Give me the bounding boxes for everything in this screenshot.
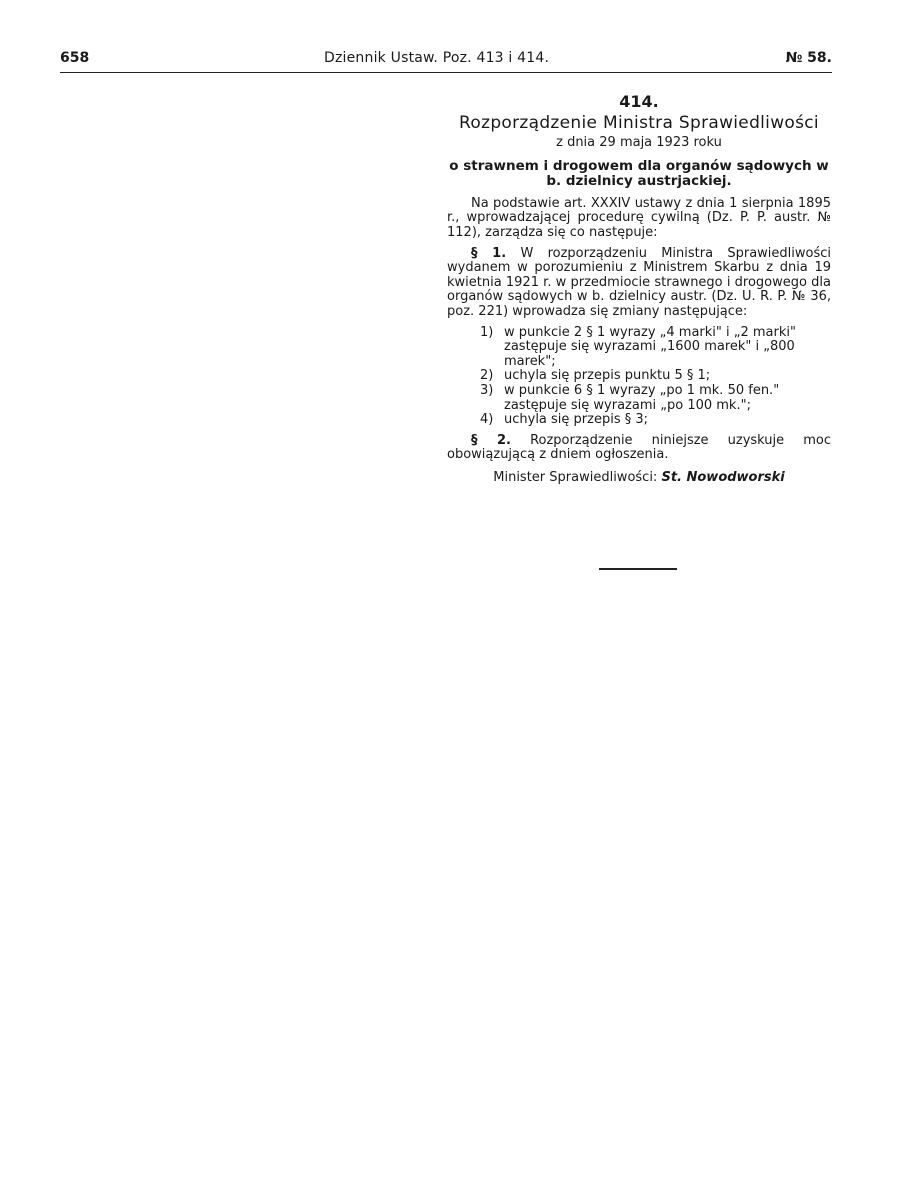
act-title: Rozporządzenie Ministra Sprawiedliwości: [459, 112, 819, 133]
act-subject: o strawnem i drogowem dla organów sądowych w b. dzielnicy austrjackiej.: [449, 157, 829, 189]
list-item-mark: 1): [480, 324, 494, 340]
act-date: z dnia 29 maja 1923 roku: [556, 135, 722, 151]
page-header: [60, 50, 832, 72]
list-item: [447, 326, 831, 370]
signature-name: St. Nowodworski: [661, 469, 785, 485]
act-column: [447, 92, 831, 485]
signature: [447, 471, 831, 486]
act-number: 414.: [619, 92, 659, 111]
signature-role: Minister Sprawiedliwości:: [493, 469, 658, 485]
journal-title: Dziennik Ustaw. Poz. 413 i 414.: [324, 50, 550, 66]
section-1-text: W rozporządzeniu Ministra Sprawiedliwości wydanem w porozumieniu z Ministrem Skarbu z dnia 19 kwietnia 1921 r. w przedmiocie strawnego i drogowego dla organów sądowych w b. dzielnicy austr. (Dz. U. R. P. № 36, poz. 221) wprowadza się zmiany następujące:: [447, 245, 831, 319]
end-rule: [599, 568, 677, 570]
section-1-label: § 1.: [471, 245, 507, 261]
preamble: Na podstawie art. XXXIV ustawy z dnia 1 sierpnia 1895 r., wprowadzającej procedurę cywilną (Dz. P. P. austr. № 112), zarządza się co następuje:: [447, 195, 831, 240]
list-item-text: uchyla się przepis punktu 5 § 1;: [504, 368, 711, 384]
header-rule: [60, 72, 832, 73]
changes-list: [447, 326, 831, 428]
list-item-mark: 3): [480, 382, 494, 398]
page-number: 658: [60, 50, 90, 66]
list-item-text: w punkcie 2 § 1 wyrazy „4 marki" i „2 marki" zastępuje się wyrazami „1600 marek" i „800 marek";: [504, 324, 796, 369]
section-1: [447, 247, 831, 320]
section-2-text: Rozporządzenie niniejsze uzyskuje moc obowiązującą z dniem ogłoszenia.: [447, 432, 831, 463]
section-2-label: § 2.: [471, 432, 511, 448]
issue-number: № 58.: [785, 50, 832, 66]
list-item-mark: 2): [480, 368, 494, 384]
list-item: [447, 384, 831, 413]
list-item: [447, 369, 831, 384]
section-2: [447, 434, 831, 463]
list-item: [447, 413, 831, 428]
list-item-text: w punkcie 6 § 1 wyrazy „po 1 mk. 50 fen." zastępuje się wyrazami „po 100 mk.";: [504, 382, 780, 413]
list-item-mark: 4): [480, 412, 494, 428]
list-item-text: uchyla się przepis § 3;: [504, 412, 649, 428]
